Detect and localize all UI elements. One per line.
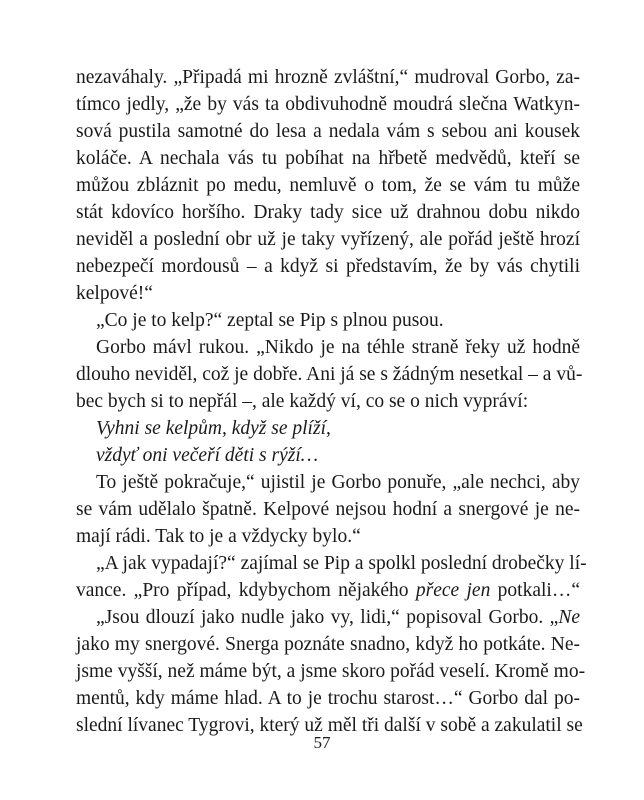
text-line: jako my snergové. Snerga poznáte snadno, když ho potkáte. Ne-	[76, 634, 580, 655]
text-line: mají rádi. Tak to je a vždycky bylo.“	[76, 526, 361, 547]
text-line: dlouho neviděl, což je dobře. Ani já se s žádným nesetkal – a vů-	[76, 364, 583, 385]
text-line: „A jak vypadají?“ zajímal se Pip a spolkl poslední drobečky lí-	[96, 553, 587, 574]
text-line: tímco jedly, „že by vás ta obdivuhodně moudrá slečna Watkyn-	[76, 94, 580, 115]
text-line: jsme vyšší, než máme být, a jsme skoro pořád veselí. Kromě mo-	[76, 661, 586, 682]
text-line: kelpové!“	[76, 283, 153, 304]
text-line: se vám udělalo špatně. Kelpové nejsou hodní a snergové je ne-	[76, 499, 580, 520]
text-line: slední lívanec Tygrovi, který už měl tři další v sobě a zakulatil se	[76, 715, 583, 736]
text-line: můžou zbláznit po medu, nemluvě o tom, že se vám tu může	[76, 175, 580, 196]
text-line: koláče. A nechala vás tu pobíhat na hřbetě medvědů, kteří se	[76, 148, 580, 169]
emphasis-text: přece jen	[415, 580, 491, 601]
text-run: vance. „Pro případ, kdybychom nějakého	[76, 580, 409, 601]
text-line	[76, 604, 580, 631]
text-run: potkali…“	[497, 580, 580, 601]
text-line: To ještě pokračuje,“ ujistil je Gorbo ponuře, „ale nechci, aby	[96, 472, 580, 493]
text-line: sová pustila samotné do lesa a nedala vám s sebou ani kousek	[76, 121, 580, 142]
verse-line: vždyť oni večeří děti s rýží…	[96, 445, 319, 466]
text-line: nebezpečí mordousů – a když si představím, že by vás chytili	[76, 256, 580, 277]
verse-line: Vyhni se kelpům, když se plíží,	[96, 418, 331, 439]
text-line	[76, 577, 580, 604]
text-line: stát kdovíco horšího. Draky tady sice už drahnou dobu nikdo	[76, 202, 580, 223]
text-run: „Jsou dlouzí jako nudle jako vy, lidi,“ popisoval Gorbo. „	[96, 607, 559, 628]
text-line: bec bych si to nepřál –, ale každý ví, co se o nich vypráví:	[76, 391, 529, 412]
text-line: „Co je to kelp?“ zeptal se Pip s plnou pusou.	[96, 310, 444, 331]
body-text	[76, 64, 587, 739]
text-line: neviděl a poslední obr už je taky vyřízený, ale pořád ještě hrozí	[76, 229, 580, 250]
emphasis-text: Ne	[558, 607, 580, 628]
text-line: Gorbo mávl rukou. „Nikdo je na téhle straně řeky už hodně	[96, 337, 580, 358]
text-line: mentů, kdy máme hlad. A to je trochu starost…“ Gorbo dal po-	[76, 688, 580, 709]
page-number: 57	[313, 733, 331, 752]
text-line: nezaváhaly. „Připadá mi hrozně zvláštní,“ mudroval Gorbo, za-	[76, 67, 580, 88]
